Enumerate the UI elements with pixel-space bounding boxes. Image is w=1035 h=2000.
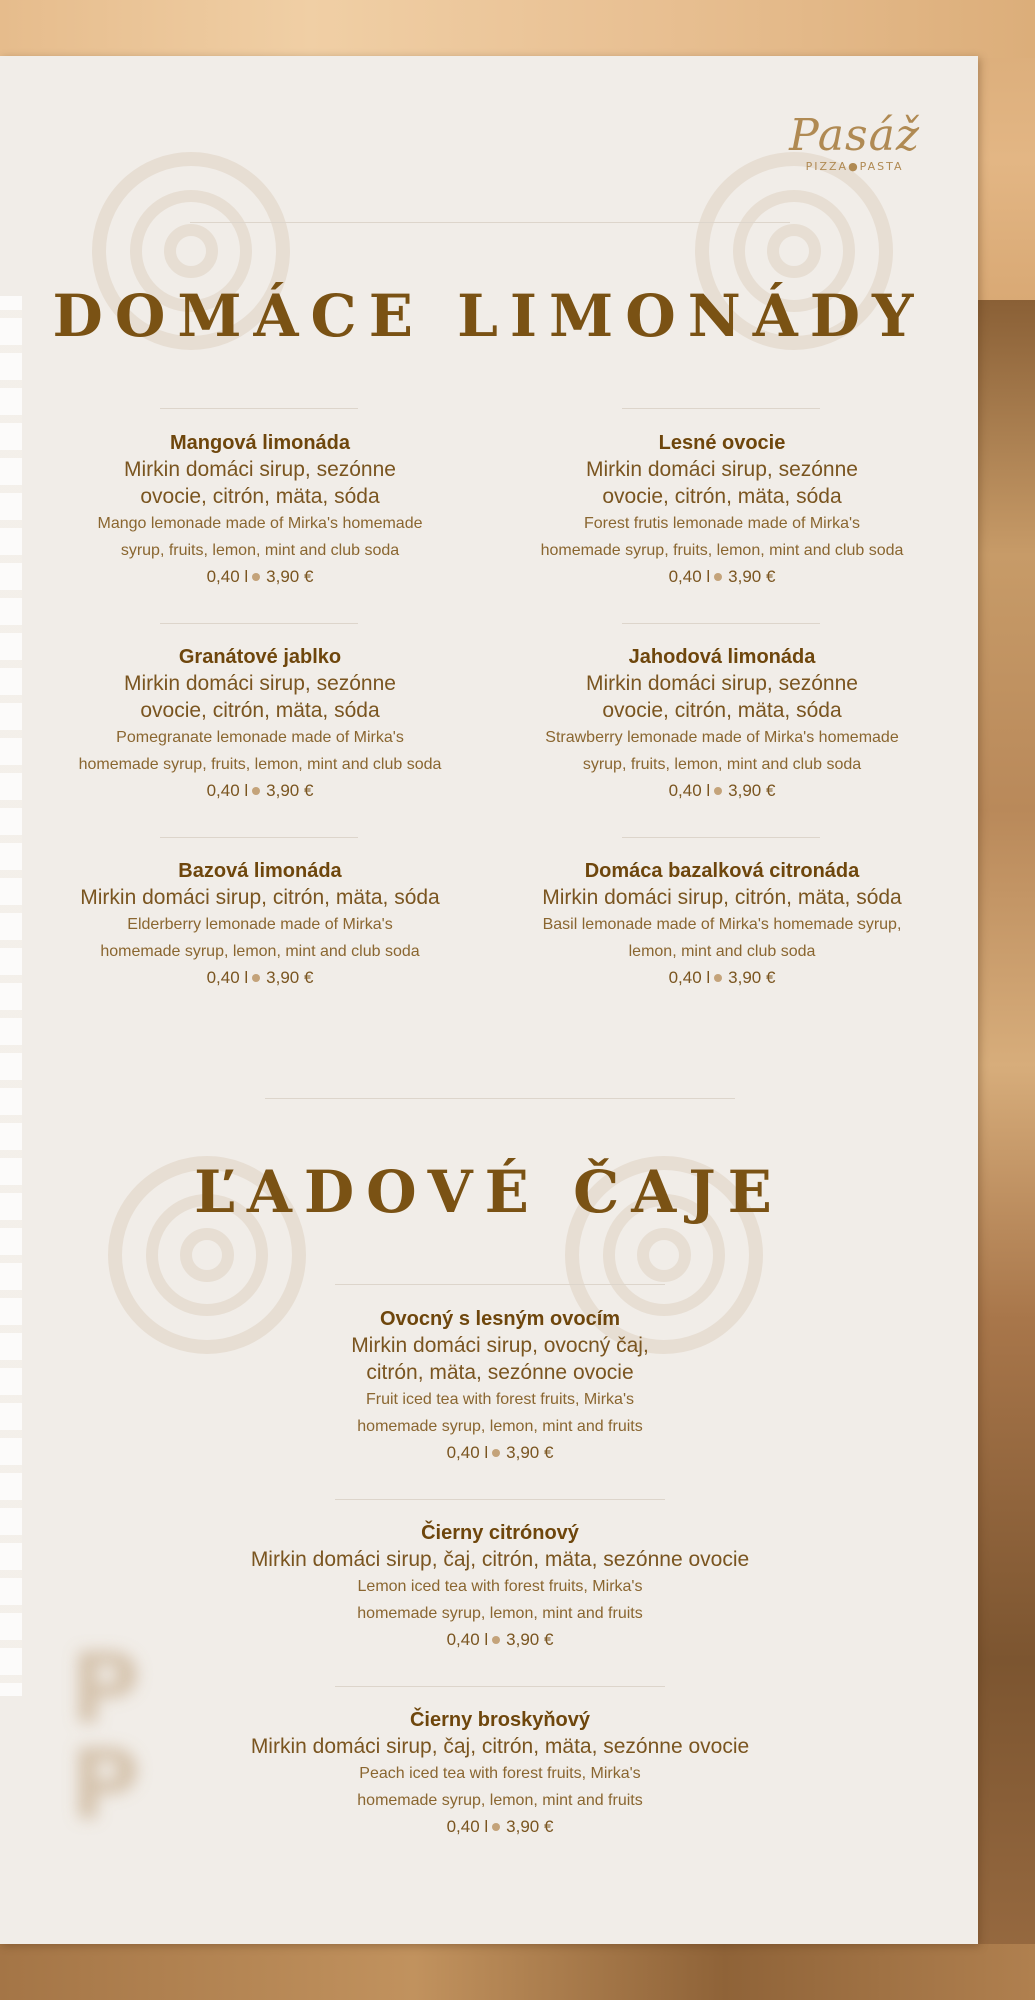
background-photo-right: [975, 300, 1035, 2000]
section-heading-iced-teas: ĽADOVÉ ČAJE: [194, 1158, 784, 1226]
item-description-en: Fruit iced tea with forest fruits, Mirka's: [365, 1391, 634, 1408]
item-price: 3,90 €: [506, 1443, 554, 1462]
menu-item: [20, 858, 500, 991]
item-description-sk: ovocie, citrón, mäta, sóda: [140, 699, 380, 722]
divider: [335, 1284, 665, 1285]
item-price-line: [20, 778, 500, 804]
separator-dot-icon: [252, 573, 260, 581]
item-price-line: [482, 564, 962, 590]
separator-dot-icon: [252, 787, 260, 795]
menu-item: [160, 1520, 840, 1653]
divider: [622, 408, 820, 409]
item-description-sk: Mirkin domáci sirup, čaj, citrón, mäta, sezónne ovocie: [250, 1735, 750, 1758]
item-price: 3,90 €: [506, 1630, 554, 1649]
item-description-en: Lemon iced tea with forest fruits, Mirka's: [357, 1578, 643, 1595]
item-description-en: Pomegranate lemonade made of Mirka's: [116, 729, 404, 746]
item-description-sk: Mirkin domáci sirup, čaj, citrón, mäta, sezónne ovocie: [250, 1548, 750, 1571]
item-description-en: Mango lemonade made of Mirka's homemade: [97, 515, 423, 532]
item-name: Bazová limonáda: [178, 860, 342, 882]
item-description-en: homemade syrup, fruits, lemon, mint and club soda: [540, 542, 904, 559]
item-volume: 0,40 l: [206, 567, 249, 586]
item-volume: 0,40 l: [206, 781, 249, 800]
separator-dot-icon: [492, 1823, 500, 1831]
blurred-watermark-logo: P P: [70, 1633, 141, 1841]
item-name: Čierny broskyňový: [409, 1709, 591, 1731]
item-description-en: homemade syrup, lemon, mint and fruits: [357, 1605, 643, 1622]
item-description-sk: Mirkin domáci sirup, sezónne: [124, 672, 396, 695]
divider: [160, 408, 358, 409]
divider: [190, 222, 790, 223]
divider: [160, 623, 358, 624]
item-price-line: [20, 564, 500, 590]
section-heading-lemonades: DOMÁCE LIMONÁDY: [52, 282, 926, 350]
item-description-en: Strawberry lemonade made of Mirka's homemade: [545, 729, 899, 746]
item-description-en: Peach iced tea with forest fruits, Mirka's: [359, 1765, 641, 1782]
separator-dot-icon: [714, 573, 722, 581]
item-description-sk: Mirkin domáci sirup, citrón, mäta, sóda: [542, 886, 902, 909]
logo-word: Pasáž: [789, 110, 920, 161]
divider: [335, 1686, 665, 1687]
item-volume: 0,40 l: [446, 1630, 489, 1649]
menu-item: [20, 644, 500, 804]
item-volume: 0,40 l: [206, 968, 249, 987]
item-volume: 0,40 l: [668, 968, 711, 987]
separator-dot-icon: [492, 1449, 500, 1457]
item-description-en: syrup, fruits, lemon, mint and club soda: [120, 542, 400, 559]
item-volume: 0,40 l: [668, 781, 711, 800]
item-description-en: homemade syrup, fruits, lemon, mint and club soda: [78, 756, 442, 773]
item-description-sk: citrón, mäta, sezónne ovocie: [366, 1361, 634, 1384]
logo: [789, 110, 920, 173]
item-description-sk: ovocie, citrón, mäta, sóda: [140, 485, 380, 508]
item-description-sk: Mirkin domáci sirup, citrón, mäta, sóda: [80, 886, 440, 909]
item-price-line: [482, 965, 962, 991]
item-description-sk: Mirkin domáci sirup, ovocný čaj,: [351, 1334, 649, 1357]
divider: [265, 1098, 735, 1099]
divider: [622, 623, 820, 624]
menu-item: [20, 430, 500, 590]
item-price: 3,90 €: [266, 781, 314, 800]
item-description-en: Basil lemonade made of Mirka's homemade syrup,: [542, 916, 902, 933]
item-name: Lesné ovocie: [658, 432, 786, 454]
item-description-en: Forest frutis lemonade made of Mirka's: [583, 515, 861, 532]
item-name: Domáca bazalková citronáda: [584, 860, 860, 882]
item-description-sk: ovocie, citrón, mäta, sóda: [602, 699, 842, 722]
item-price: 3,90 €: [728, 968, 776, 987]
item-description-sk: Mirkin domáci sirup, sezónne: [586, 672, 858, 695]
divider: [160, 837, 358, 838]
menu-item: [200, 1306, 800, 1466]
item-description-sk: Mirkin domáci sirup, sezónne: [124, 458, 396, 481]
item-price: 3,90 €: [728, 567, 776, 586]
item-description-en: syrup, fruits, lemon, mint and club soda: [582, 756, 862, 773]
logo-tagline: PIZZA●PASTA: [805, 160, 904, 173]
menu-item: [482, 644, 962, 804]
item-name: Čierny citrónový: [421, 1522, 579, 1544]
item-name: Mangová limonáda: [169, 432, 351, 454]
item-price: 3,90 €: [266, 968, 314, 987]
divider: [335, 1499, 665, 1500]
menu-item: [482, 858, 962, 991]
item-volume: 0,40 l: [446, 1817, 489, 1836]
background-photo-top: [0, 0, 1035, 58]
item-price-line: [482, 778, 962, 804]
item-description-en: homemade syrup, lemon, mint and fruits: [357, 1792, 643, 1809]
item-price: 3,90 €: [506, 1817, 554, 1836]
background-photo-bottom: [0, 1944, 1035, 2000]
separator-dot-icon: [714, 787, 722, 795]
item-price: 3,90 €: [728, 781, 776, 800]
item-name: Ovocný s lesným ovocím: [379, 1308, 621, 1330]
item-description-en: lemon, mint and club soda: [628, 943, 816, 960]
divider: [622, 837, 820, 838]
item-name: Jahodová limonáda: [628, 646, 816, 668]
item-description-sk: ovocie, citrón, mäta, sóda: [602, 485, 842, 508]
item-price: 3,90 €: [266, 567, 314, 586]
item-price-line: [20, 965, 500, 991]
item-price-line: [200, 1440, 800, 1466]
item-description-en: Elderberry lemonade made of Mirka's: [127, 916, 393, 933]
menu-sheet: [0, 56, 978, 1944]
item-name: Granátové jablko: [178, 646, 342, 668]
separator-dot-icon: [492, 1636, 500, 1644]
menu-item: [482, 430, 962, 590]
item-description-en: homemade syrup, lemon, mint and fruits: [357, 1418, 643, 1435]
separator-dot-icon: [252, 974, 260, 982]
item-description-sk: Mirkin domáci sirup, sezónne: [586, 458, 858, 481]
item-volume: 0,40 l: [668, 567, 711, 586]
item-volume: 0,40 l: [446, 1443, 489, 1462]
separator-dot-icon: [714, 974, 722, 982]
item-description-en: homemade syrup, lemon, mint and club soda: [100, 943, 420, 960]
